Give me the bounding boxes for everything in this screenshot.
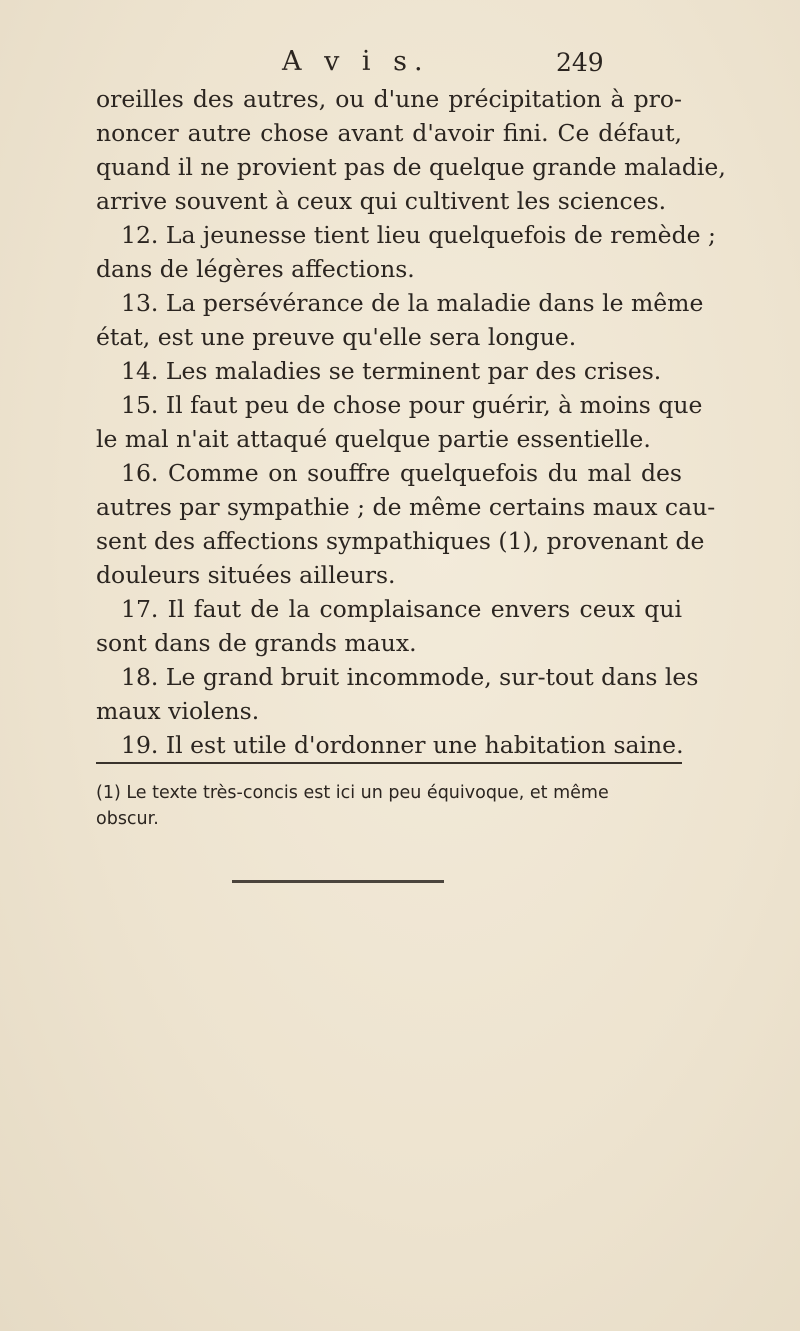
aphorism-17-line: sont dans de grands maux. bbox=[96, 629, 417, 657]
aphorism-14-line: 14. Les maladies se terminent par des crises. bbox=[121, 357, 662, 385]
footnote-line: (1) Le texte très-concis est ici un peu équivoque, et même bbox=[96, 783, 609, 803]
aphorism-16-line: 16. Comme on souffre quelquefois du mal des bbox=[121, 459, 682, 487]
aphorism-18-line: maux violens. bbox=[96, 697, 260, 725]
text-line: quand il ne provient pas de quelque grande maladie, bbox=[96, 153, 726, 181]
body-text bbox=[96, 82, 726, 762]
aphorism-16-line: autres par sympathie ; de même certains maux cau- bbox=[96, 493, 716, 521]
footnote bbox=[96, 780, 682, 832]
text-line: oreilles des autres, ou d'une précipitation à pro- bbox=[96, 85, 682, 113]
end-ornament-rule bbox=[232, 880, 444, 883]
text-line: noncer autre chose avant d'avoir fini. Ce défaut, bbox=[96, 119, 682, 147]
aphorism-13-line: état, est une preuve qu'elle sera longue. bbox=[96, 323, 577, 351]
aphorism-17-line: 17. Il faut de la complaisance envers ceux qui bbox=[121, 595, 682, 623]
aphorism-12-line: 12. La jeunesse tient lieu quelquefois de remède ; bbox=[121, 221, 716, 249]
footnote-line: obscur. bbox=[96, 809, 159, 829]
running-head bbox=[0, 46, 800, 80]
aphorism-16-line: sent des affections sympathiques (1), provenant de bbox=[96, 527, 705, 555]
aphorism-12-line: dans de légères affections. bbox=[96, 255, 415, 283]
aphorism-15-line: le mal n'ait attaqué quelque partie essentielle. bbox=[96, 425, 651, 453]
aphorism-18-line: 18. Le grand bruit incommode, sur-tout dans les bbox=[121, 663, 699, 691]
footnote-divider bbox=[96, 762, 682, 764]
running-title: A v i s. bbox=[282, 46, 430, 77]
text-line: arrive souvent à ceux qui cultivent les sciences. bbox=[96, 187, 667, 215]
aphorism-19-line: 19. Il est utile d'ordonner une habitation saine. bbox=[121, 731, 684, 759]
aphorism-13-line: 13. La persévérance de la maladie dans le même bbox=[121, 289, 704, 317]
page-number: 249 bbox=[556, 48, 604, 77]
aphorism-15-line: 15. Il faut peu de chose pour guérir, à moins que bbox=[121, 391, 703, 419]
aphorism-16-line: douleurs situées ailleurs. bbox=[96, 561, 396, 589]
